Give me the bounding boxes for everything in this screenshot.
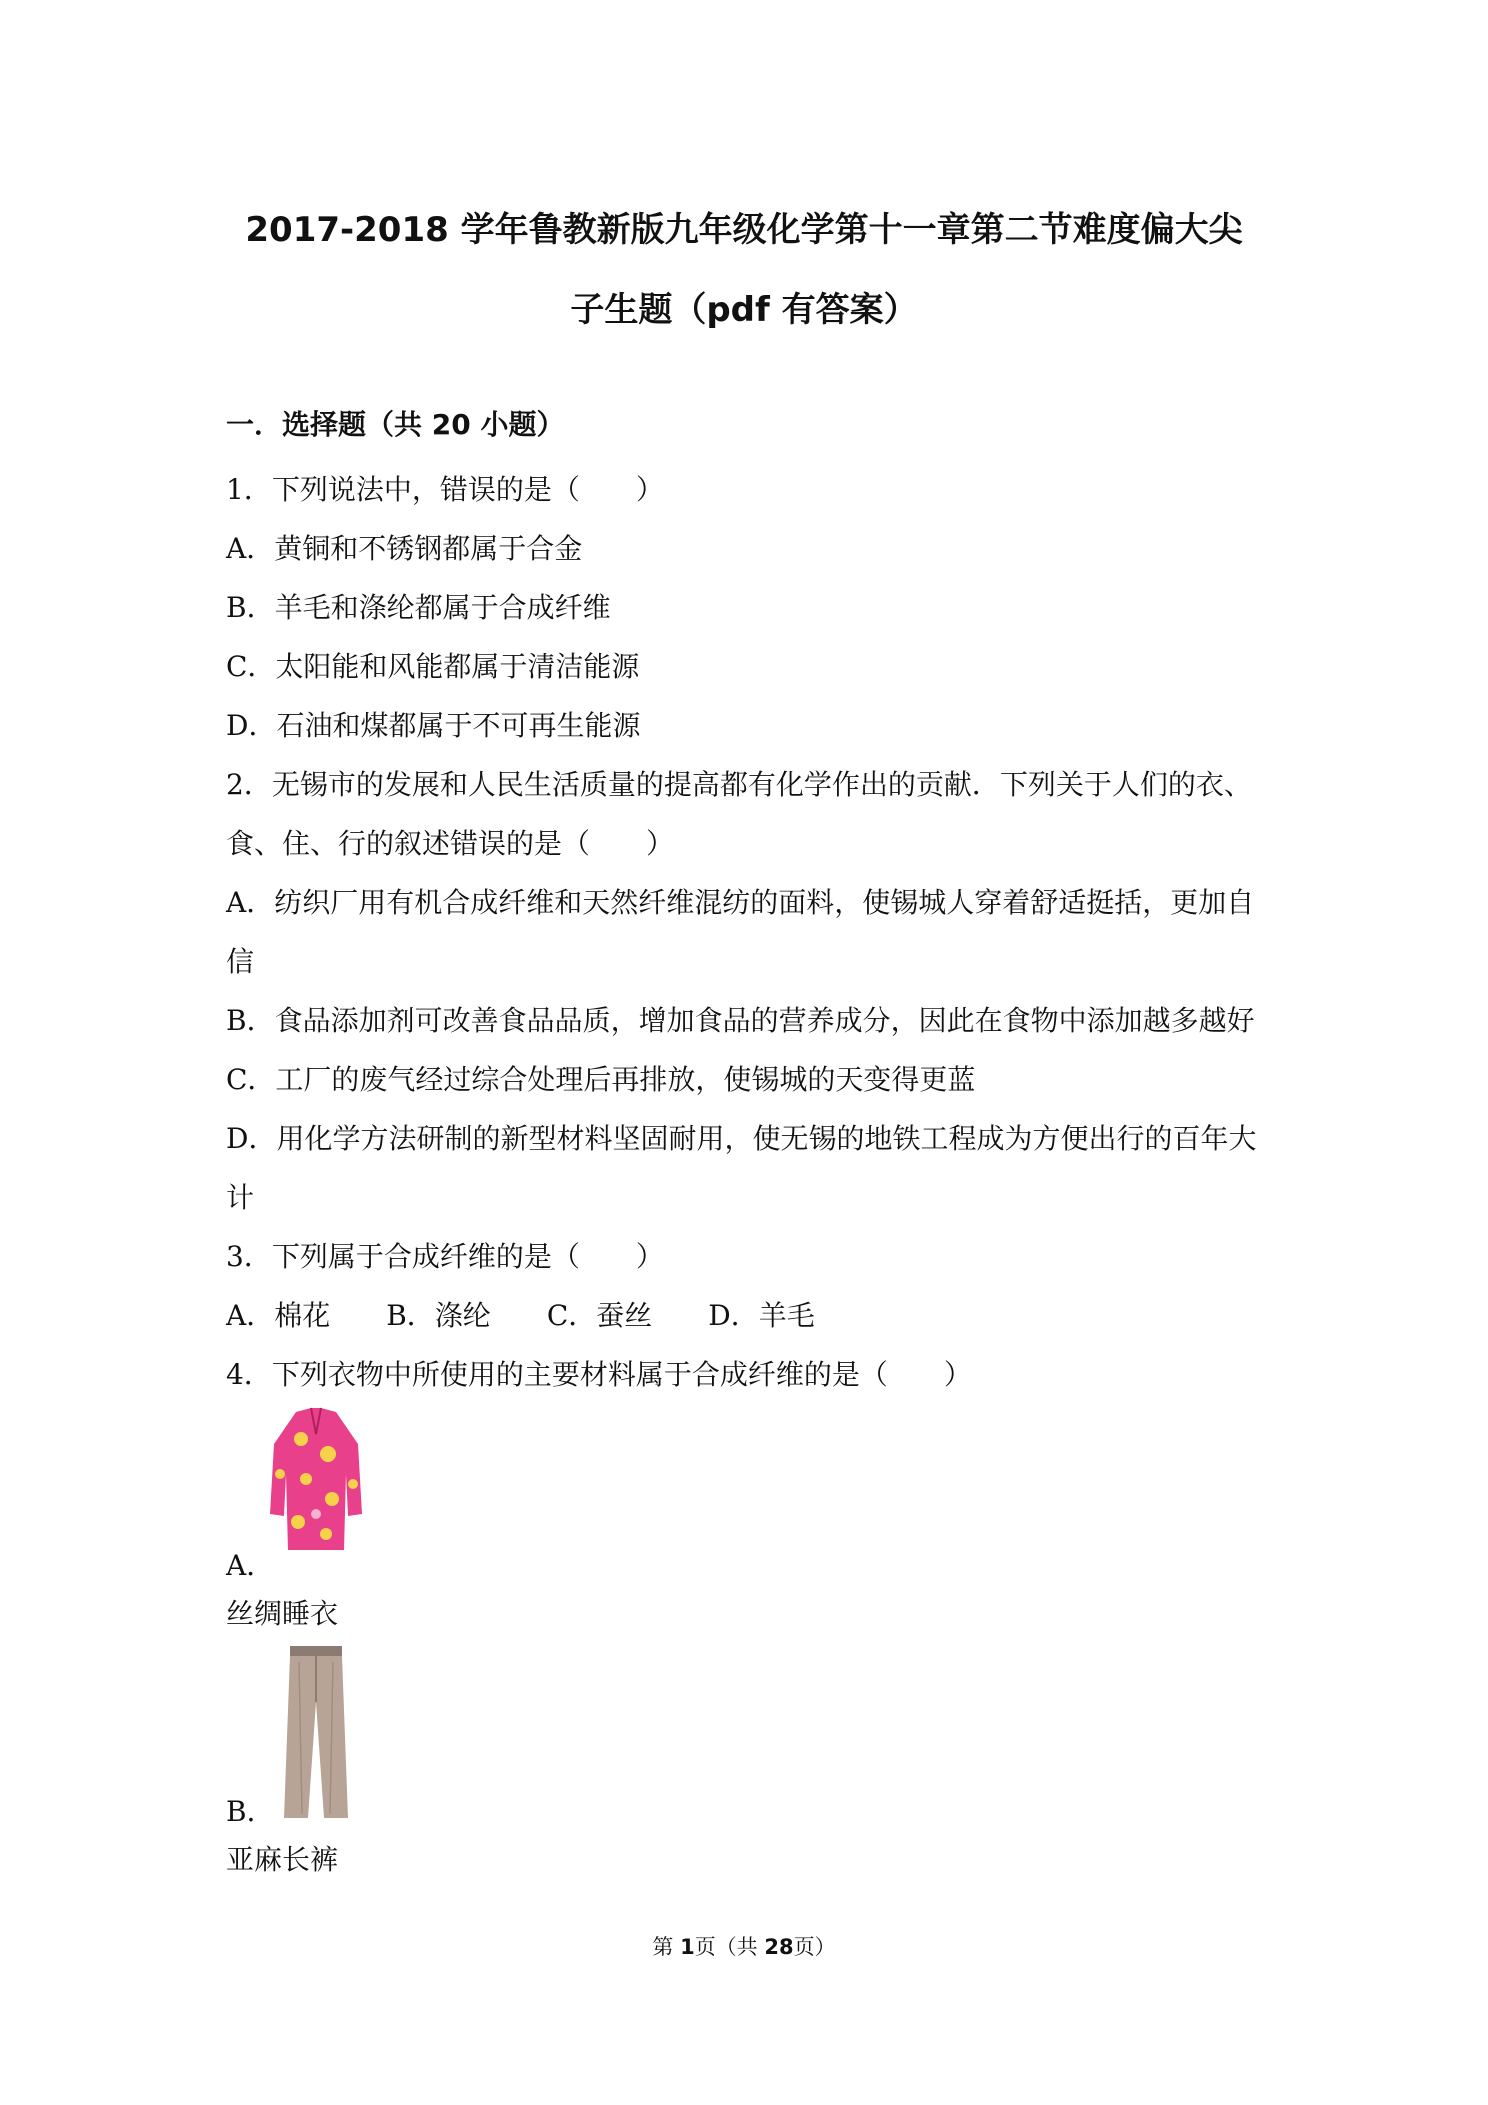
q4-option-b: [226, 1642, 1278, 1832]
question-1-stem: 1．下列说法中，错误的是（ ）: [226, 473, 664, 506]
question-4-stem: 4．下列衣物中所使用的主要材料属于合成纤维的是（ ）: [226, 1358, 972, 1391]
footer-middle: 页（共: [694, 1935, 765, 1959]
footer-total-pages: 28: [764, 1935, 794, 1959]
document-title: [200, 190, 1288, 350]
q1-option-b: B．羊毛和涤纶都属于合成纤维: [226, 591, 611, 624]
title-line-2: 子生题（pdf 有答案）: [570, 290, 918, 330]
q1-option-a: A．黄铜和不锈钢都属于合金: [226, 532, 583, 565]
footer-suffix: 页）: [793, 1935, 836, 1959]
q4-option-b-label: B．: [226, 1795, 275, 1828]
q3-option-c: C．蚕丝: [546, 1299, 653, 1332]
q3-option-d: D．羊毛: [708, 1299, 815, 1332]
section-heading: 一．选择题（共 20 小题）: [226, 408, 565, 441]
question-list: [226, 460, 1278, 1888]
title-line-1: 2017-2018 学年鲁教新版九年级化学第十一章第二节难度偏大尖: [245, 210, 1243, 250]
q2-option-c: C．工厂的废气经过综合处理后再排放，使锡城的天变得更蓝: [226, 1063, 976, 1096]
q2-option-b: B．食品添加剂可改善食品品质，增加食品的营养成分，因此在食物中添加越多越好: [226, 1004, 1255, 1037]
q4-option-a: [226, 1404, 1278, 1586]
q3-option-a: A．棉花: [226, 1299, 331, 1332]
q1-option-c: C．太阳能和风能都属于清洁能源: [226, 650, 640, 683]
linen-trousers-image: [266, 1642, 366, 1822]
footer-prefix: 第: [652, 1935, 681, 1959]
page-footer: [0, 1932, 1488, 1962]
q2-option-d: D．用化学方法研制的新型材料坚固耐用，使无锡的地铁工程成为方便出行的百年大计: [226, 1122, 1257, 1214]
question-2-stem: 2．无锡市的发展和人民生活质量的提高都有化学作出的贡献．下列关于人们的衣、食、住、行的叙述错误的是（ ）: [226, 768, 1252, 860]
silk-pajamas-image: [266, 1404, 366, 1554]
q3-options: [226, 1286, 1278, 1345]
q4-option-b-caption: 亚麻长裤: [226, 1843, 339, 1876]
q1-option-d: D．石油和煤都属于不可再生能源: [226, 709, 641, 742]
q4-option-a-caption: 丝绸睡衣: [226, 1597, 339, 1630]
q3-option-b: B．涤纶: [386, 1299, 491, 1332]
q2-option-a: A．纺织厂用有机合成纤维和天然纤维混纺的面料，使锡城人穿着舒适挺括，更加自信: [226, 886, 1255, 978]
footer-page-number: 1: [680, 1935, 695, 1959]
q4-option-a-label: A．: [226, 1549, 275, 1582]
question-3-stem: 3．下列属于合成纤维的是（ ）: [226, 1240, 664, 1273]
